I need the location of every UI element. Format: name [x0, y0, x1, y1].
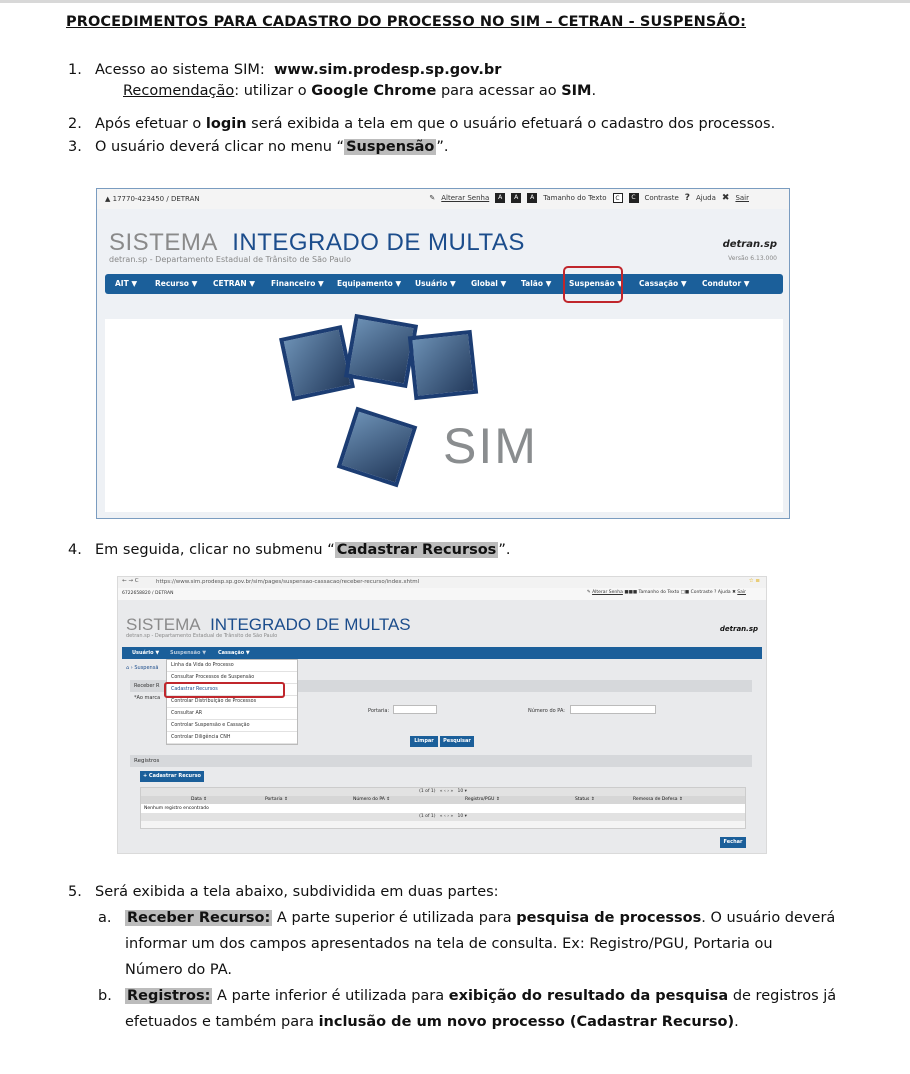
main-menu: [122, 647, 762, 659]
logo-photo-2: [344, 314, 418, 388]
dropdown-item[interactable]: Controlar Diligência CNH: [167, 732, 297, 744]
menu-talao[interactable]: Talão ▼: [521, 279, 552, 288]
user-id: 17770-423450 / DETRAN: [112, 195, 200, 203]
step-5: 5. Será exibida a tela abaixo, subdividida em duas partes:: [68, 884, 499, 900]
dropdown-item-cadastrar-recursos[interactable]: Cadastrar Recursos: [167, 684, 297, 696]
step-5a: a. Receber Recurso: A parte superior é utilizada para pesquisa de processos. O usuário deverá: [98, 910, 836, 926]
numero-pa-input[interactable]: [570, 705, 656, 714]
sim-logo-text: SISTEMA INTEGRADO DE MULTAS: [109, 229, 525, 256]
menu-equipamento[interactable]: Equipamento ▼: [337, 279, 402, 288]
suspensao-dropdown: [166, 659, 298, 745]
registros-table: [140, 787, 746, 829]
nav-arrows-icon[interactable]: ← → C: [122, 578, 139, 584]
cadastrar-recurso-button[interactable]: + Cadastrar Recurso: [140, 771, 204, 782]
table-header: Data ⇕ Portaria ⇕ Número do PA ⇕ Registro/PGU ⇕ Status ⇕ Remessa de Defesa ⇕: [141, 796, 745, 804]
receber-recurso-panel: Receber R: [130, 680, 752, 692]
user-icon: ▲: [105, 195, 111, 203]
step-4: 4. Em seguida, clicar no submenu “ Cadastrar Recursos ”.: [68, 542, 511, 558]
menu-cetran[interactable]: CETRAN ▼: [213, 279, 255, 288]
subtitle: detran.sp - Departamento Estadual de Trânsito de São Paulo: [109, 255, 351, 264]
dropdown-item[interactable]: Controlar Distribuição de Processos: [167, 696, 297, 708]
sim-logo-text: SISTEMA INTEGRADO DE MULTAS: [126, 615, 411, 634]
version: Versão 6.13.000: [728, 255, 777, 262]
menu-global[interactable]: Global ▼: [471, 279, 507, 288]
limpar-button[interactable]: Limpar: [410, 736, 438, 747]
help-link[interactable]: Ajuda: [695, 194, 716, 202]
main-menu: [105, 274, 783, 294]
top-utility-bar: ▲ 17770-423450 / DETRAN ✎ Alterar Senha A A A Tamanho do Texto C C Contraste ? Ajuda ✖ Sair: [97, 189, 789, 209]
alterar-senha-link[interactable]: Alterar Senha: [441, 194, 490, 202]
menu-cassacao[interactable]: Cassação ▼: [218, 650, 250, 656]
step-5a-line-2: informar um dos campos apresentados na tela de consulta. Ex: Registro/PGU, Portaria ou: [125, 936, 773, 952]
breadcrumb: ⌂ › Suspensã: [126, 665, 159, 671]
font-normal-button[interactable]: A: [511, 193, 521, 203]
pager-top[interactable]: (1 of 1) « ‹ › » 10 ▾: [141, 788, 745, 796]
sair-link[interactable]: Sair: [735, 194, 749, 202]
step-1-recommendation: Recomendação: utilizar o Google Chrome para acessar ao SIM.: [123, 83, 597, 99]
sim-logo: SIM: [443, 418, 538, 474]
menu-suspensao[interactable]: Suspensão ▼: [170, 650, 207, 656]
help-icon[interactable]: ?: [684, 193, 690, 203]
step-5b-line-2: efetuados e também para inclusão de um novo processo (Cadastrar Recurso).: [125, 1014, 739, 1030]
user-id: 6722658820 / DETRAN: [122, 591, 174, 596]
logo-photo-4: [337, 407, 418, 488]
menu-usuario[interactable]: Usuário ▼: [132, 650, 160, 656]
menu-suspensao[interactable]: Suspensão ▼: [569, 279, 624, 288]
detran-logo: detran.sp: [722, 239, 777, 250]
menu-usuario[interactable]: Usuário ▼: [415, 279, 456, 288]
step-3: 3. O usuário deverá clicar no menu “ Suspensão ”.: [68, 139, 449, 155]
pesquisar-button[interactable]: Pesquisar: [440, 736, 474, 747]
font-increase-button[interactable]: A: [527, 193, 537, 203]
highlight-suspensao: [563, 266, 623, 303]
step-5b: b. Registros: A parte inferior é utilizada para exibição do resultado da pesquisa de registros já: [98, 988, 837, 1004]
logo-photo-1: [279, 325, 355, 401]
highlight-cadastrar-recursos: [164, 682, 285, 698]
menu-recurso[interactable]: Recurso ▼: [155, 279, 198, 288]
browser-toolbar: [118, 577, 766, 588]
menu-cassacao[interactable]: Cassação ▼: [639, 279, 687, 288]
dropdown-item[interactable]: Consultar AR: [167, 708, 297, 720]
dropdown-item[interactable]: Controlar Suspensão e Cassação: [167, 720, 297, 732]
dropdown-item[interactable]: Linha da Vida do Processo: [167, 660, 297, 672]
address-bar[interactable]: https://www.sim.prodesp.sp.gov.br/sim/pages/suspensao-cassacao/receber-recurso/index.xhtml: [156, 579, 420, 585]
sim-url[interactable]: www.sim.prodesp.sp.gov.br: [273, 62, 502, 78]
registros-panel: Registros: [130, 755, 752, 767]
top-border: [0, 0, 910, 3]
pager-bottom[interactable]: (1 of 1) « ‹ › » 10 ▾: [141, 813, 745, 821]
fechar-button[interactable]: Fechar: [720, 837, 746, 848]
contrast-dark-button[interactable]: C: [629, 193, 639, 203]
font-decrease-button[interactable]: A: [495, 193, 505, 203]
logo-photo-3: [408, 330, 478, 400]
contrast-light-button[interactable]: C: [613, 193, 623, 203]
dropdown-item[interactable]: Consultar Processos de Suspensão: [167, 672, 297, 684]
star-icon[interactable]: ☆ ≡: [748, 578, 760, 584]
sim-home-panel: [105, 319, 783, 512]
document-title: PROCEDIMENTOS PARA CADASTRO DO PROCESSO NO SIM – CETRAN - SUSPENSÃO:: [66, 14, 747, 30]
top-utility-bar: 6722658820 / DETRAN ✎ Alterar Senha ■■■ Tamanho do Texto □■ Contraste ? Ajuda ✖ Sair: [118, 588, 766, 600]
step-2: 2. Após efetuar o login será exibida a tela em que o usuário efetuará o cadastro dos processos.: [68, 116, 776, 132]
step-5a-line-3: Número do PA.: [125, 962, 232, 978]
screenshot-sim-home: [96, 188, 790, 519]
menu-financeiro[interactable]: Financeiro ▼: [271, 279, 324, 288]
close-icon[interactable]: ✖: [721, 193, 730, 203]
pencil-icon: ✎: [429, 194, 436, 202]
empty-row: Nenhum registro encontrado: [141, 804, 745, 813]
screenshot-cadastrar-recursos: ← → C https://www.sim.prodesp.sp.gov.br/sim/pages/suspensao-cassacao/receber-recurso/index.xhtml ☆ ≡ 6722658820 / DETRAN ✎ Alterar Senha ■■■ Tamanho do Texto □■ Contraste ? Ajuda ✖ Sair SISTEMA INTEGRADO DE MULTAS detran.sp - Departamento Estadual de Trânsito de São Paulo detran.sp Usuário ▼ Suspensão ▼ Cassação ▼ ⌂ › Suspensã Receber R *Ao marca Portaria: Número do PA: Limpar Pesquisar Linha da Vida do Processo Consultar Processos de Suspensão Cadastrar Recursos Controlar Distribuição de Processos Consultar AR Controlar Suspensão e Cassação Controlar Diligência CNH Registros + Cadastrar Recurso (1 of 1) « ‹ › » 10 ▾ Data ⇕ Portaria ⇕ Número do PA ⇕ Registro/PGU ⇕ Status ⇕ Remessa de Defesa ⇕ Nenhum registro encontrado (1 of 1) « ‹ › » 10 ▾ Fechar: [117, 576, 767, 854]
portaria-input[interactable]: [393, 705, 437, 714]
menu-ait[interactable]: AIT ▼: [115, 279, 138, 288]
menu-condutor[interactable]: Condutor ▼: [702, 279, 750, 288]
step-1-text: Acesso ao sistema SIM:: [95, 62, 265, 78]
